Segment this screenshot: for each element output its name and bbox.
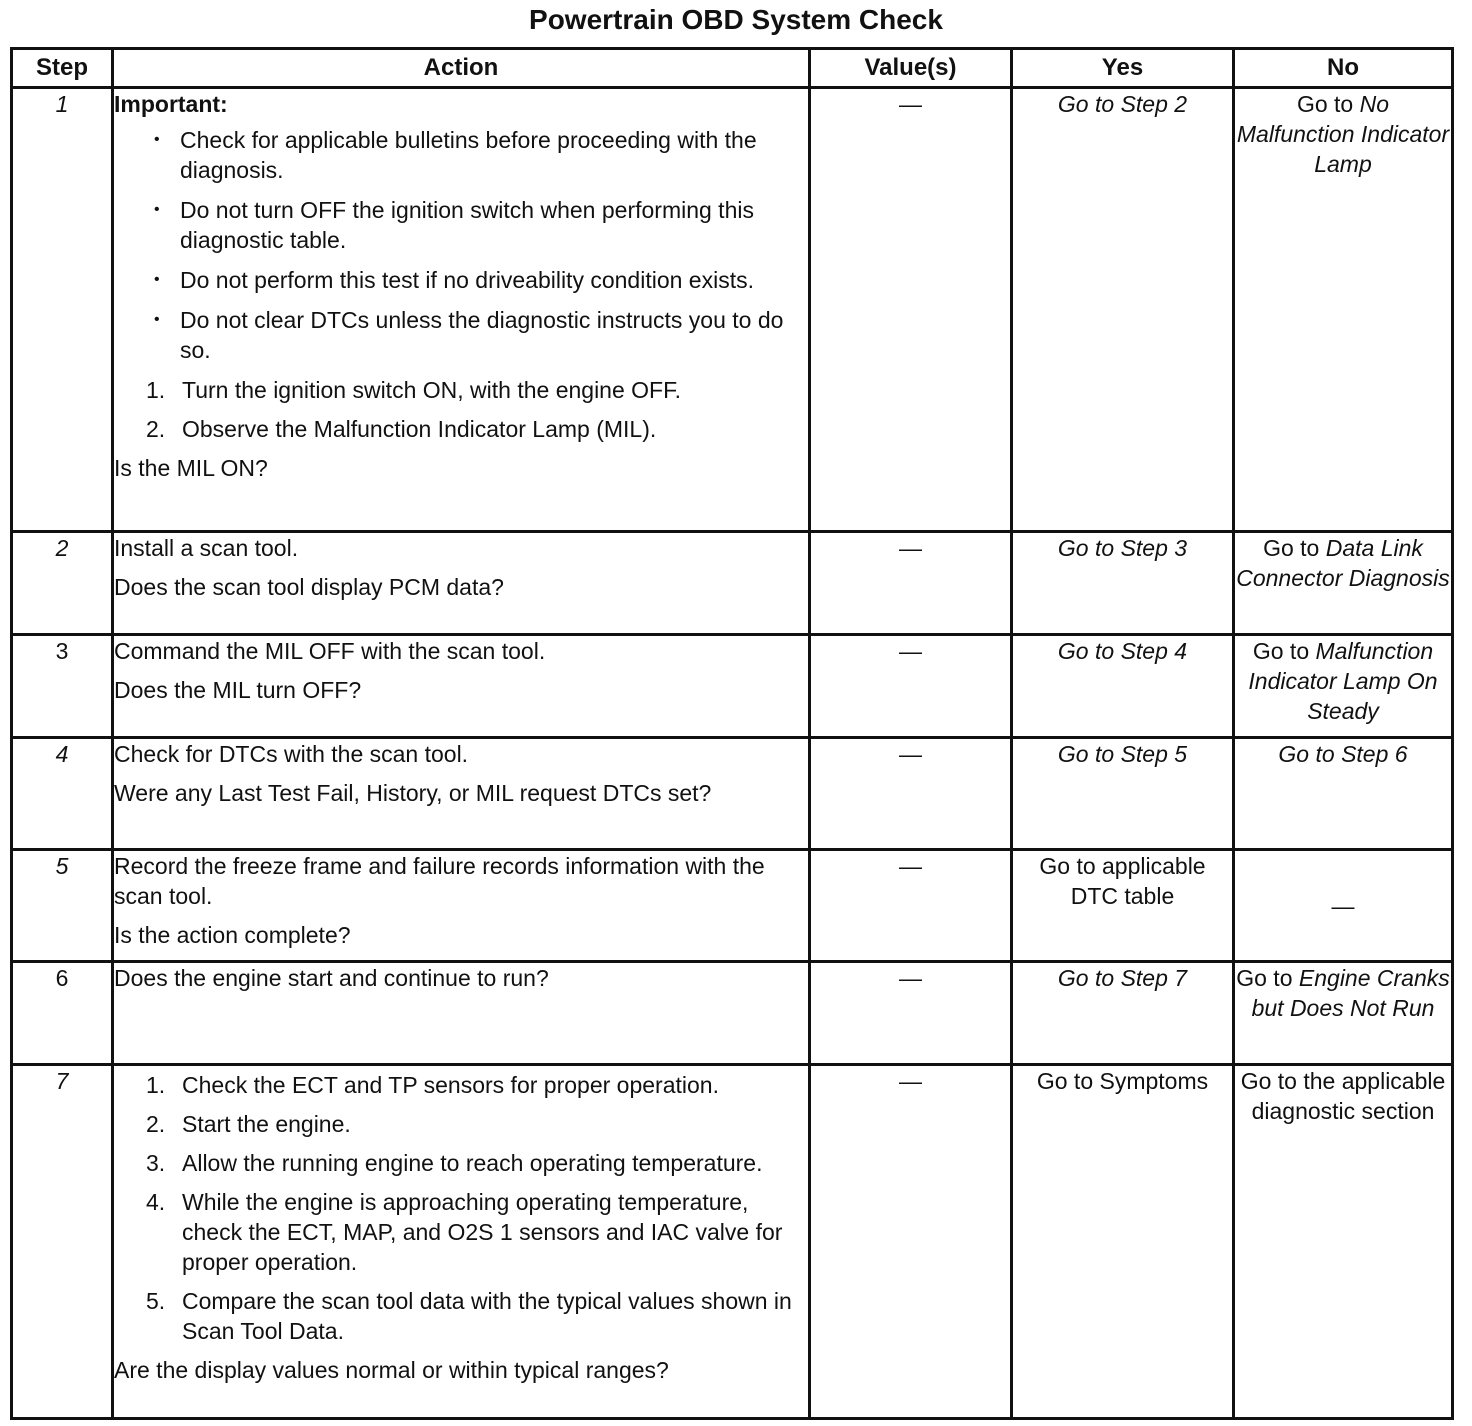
action-question: Does the engine start and continue to run? [114,965,549,991]
diagnostic-table [10,47,1454,1420]
no-cell: — [1234,850,1453,962]
yes-cell: Go to Step 7 [1012,962,1234,1065]
yes-cell: Go to Step 2 [1012,88,1234,532]
yes-cell: Go to applicable DTC table [1012,850,1234,962]
no-prefix: Go to [1296,91,1360,117]
bullet-list [114,125,808,365]
no-reference: Data Link Connector Diagnosis [1236,535,1450,591]
numbered-list [114,1070,808,1346]
action-question: Is the action complete? [114,922,351,948]
item-text: Turn the ignition switch ON, with the engine OFF. [182,377,681,403]
step-number: 6 [12,962,113,1065]
item-number: 4. [146,1189,166,1215]
action-question: Is the MIL ON? [114,455,268,481]
action-cell [113,1065,810,1419]
item-number: 2. [146,416,166,442]
numbered-list [114,375,808,444]
no-cell: Go to Step 6 [1234,738,1453,850]
values-cell: — [810,88,1012,532]
header-row [12,49,1453,88]
bullet-item: • Do not turn OFF the ignition switch when performing this diagnostic table. [154,195,808,255]
values-cell: — [810,738,1012,850]
action-cell [113,88,810,532]
table-row [12,738,1453,850]
action-cell [113,850,810,962]
action-cell [113,532,810,635]
item-number: 2. [146,1111,166,1137]
action-text: Record the freeze frame and failure records information with the scan tool. [114,853,765,909]
header-action: Action [113,49,810,88]
no-prefix: Go to [1263,535,1326,561]
values-cell: — [810,635,1012,738]
yes-cell: Go to Step 4 [1012,635,1234,738]
action-cell [113,738,810,850]
numbered-item [146,375,808,405]
page-title: Powertrain OBD System Check [529,4,943,35]
important-label: Important: [114,91,228,117]
no-prefix: Go to [1252,638,1316,664]
item-number: 1. [146,1072,166,1098]
header-values: Value(s) [810,49,1012,88]
bullet-item: • Check for applicable bulletins before proceeding with the diagnosis. [154,125,808,185]
action-cell [113,635,810,738]
table-row [12,1065,1453,1419]
numbered-item [146,414,808,444]
item-text: Allow the running engine to reach operating temperature. [182,1150,763,1176]
action-cell [113,962,810,1065]
item-text: Compare the scan tool data with the typical values shown in Scan Tool Data. [182,1288,792,1344]
table-row [12,962,1453,1065]
item-text: Observe the Malfunction Indicator Lamp (MIL). [182,416,657,442]
table-row [12,635,1453,738]
step-number: 2 [12,532,113,635]
table-row [12,532,1453,635]
header-no: No [1234,49,1453,88]
action-question: Are the display values normal or within typical ranges? [114,1357,669,1383]
numbered-item [146,1187,808,1277]
table-row [12,88,1453,532]
no-cell [1234,635,1453,738]
no-reference: No Malfunction Indicator Lamp [1236,91,1450,177]
action-text: Check for DTCs with the scan tool. [114,741,469,767]
step-number: 1 [12,88,113,532]
no-cell [1234,532,1453,635]
no-reference: Malfunction Indicator Lamp On Steady [1248,638,1438,724]
yes-cell: Go to Step 5 [1012,738,1234,850]
no-cell [1234,962,1453,1065]
item-text: Start the engine. [182,1111,351,1137]
action-text: Command the MIL OFF with the scan tool. [114,638,546,664]
item-text: While the engine is approaching operating temperature, check the ECT, MAP, and O2S 1 sensors and IAC valve for proper operation. [182,1189,783,1275]
item-number: 1. [146,377,166,403]
table-row [12,850,1453,962]
values-cell: — [810,850,1012,962]
step-number: 7 [12,1065,113,1419]
no-cell: Go to the applicable diagnostic section [1234,1065,1453,1419]
no-reference: Engine Cranks but Does Not Run [1251,965,1450,1021]
item-number: 5. [146,1288,166,1314]
item-number: 3. [146,1150,166,1176]
yes-cell: Go to Symptoms [1012,1065,1234,1419]
step-number: 5 [12,850,113,962]
values-cell: — [810,1065,1012,1419]
action-question: Were any Last Test Fail, History, or MIL request DTCs set? [114,780,712,806]
bullet-item: • Do not clear DTCs unless the diagnostic instructs you to do so. [154,305,808,365]
item-text: Check the ECT and TP sensors for proper operation. [182,1072,719,1098]
values-cell: — [810,532,1012,635]
values-cell: — [810,962,1012,1065]
numbered-item [146,1109,808,1139]
action-question: Does the MIL turn OFF? [114,677,362,703]
header-yes: Yes [1012,49,1234,88]
action-text: Install a scan tool. [114,535,299,561]
numbered-item [146,1070,808,1100]
bullet-item: • Do not perform this test if no driveability condition exists. [154,265,808,295]
no-prefix: Go to [1236,965,1299,991]
no-cell [1234,88,1453,532]
numbered-item [146,1148,808,1178]
step-number: 3 [12,635,113,738]
header-step: Step [12,49,113,88]
action-question: Does the scan tool display PCM data? [114,574,504,600]
step-number: 4 [12,738,113,850]
numbered-item [146,1286,808,1346]
yes-cell: Go to Step 3 [1012,532,1234,635]
